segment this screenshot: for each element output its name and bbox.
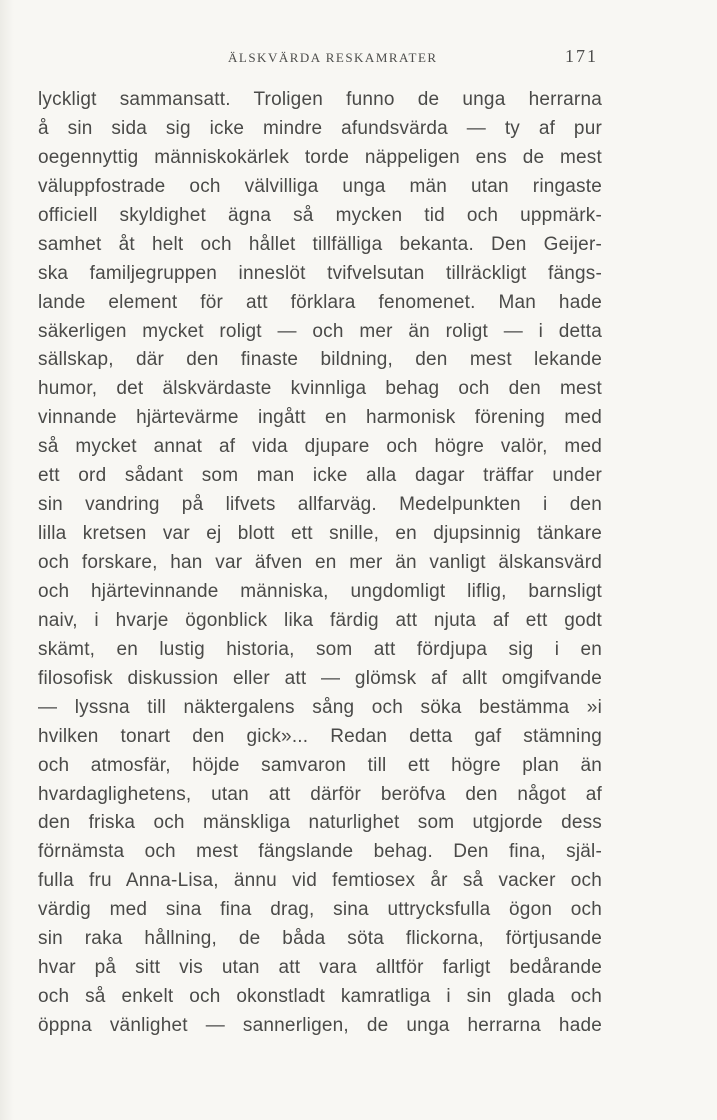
- text-line: naiv, i hvarje ögonblick lika färdig att njuta af ett godt: [38, 609, 602, 631]
- text-line: hvardaglighetens, utan att därför beröfva den något af: [38, 783, 602, 805]
- text-line: hvilken tonart den gick»... Redan detta gaf stämning: [38, 725, 602, 747]
- text-line: oegennyttig människokärlek torde näppeligen ens de mest: [38, 146, 602, 168]
- text-line: å sin sida sig icke mindre afundsvärda — ty af pur: [38, 117, 602, 139]
- text-line: filosofisk diskussion eller att — glömsk af allt omgifvande: [38, 667, 602, 689]
- text-line: och hjärtevinnande människa, ungdomligt liflig, barnsligt: [38, 580, 602, 602]
- text-line: lande element för att förklara fenomenet. Man hade: [38, 291, 602, 313]
- text-line: så mycket annat af vida djupare och högre valör, med: [38, 436, 602, 458]
- text-line: vinnande hjärtevärme ingått en harmonisk förening med: [38, 407, 602, 429]
- text-line: lyckligt sammansatt. Troligen funno de unga herrarna: [38, 89, 602, 110]
- page-number: 171: [565, 46, 598, 66]
- text-line: fulla fru Anna-Lisa, ännu vid femtiosex år så vacker och: [38, 870, 602, 892]
- text-line: den friska och mänskliga naturlighet som utgjorde dess: [38, 812, 602, 834]
- text-line: öppna vänlighet — sannerligen, de unga herrarna hade: [38, 1015, 602, 1036]
- text-line: lilla kretsen var ej blott ett snille, en djupsinnig tänkare: [38, 523, 602, 545]
- text-line: och atmosfär, höjde samvaron till ett högre plan än: [38, 754, 602, 776]
- text-line: sin raka hållning, de båda söta flickorna, förtjusande: [38, 928, 602, 950]
- text-line: och forskare, han var äfven en mer än vanligt älskansvärd: [38, 552, 602, 573]
- text-line: ett ord sådant som man icke alla dagar träffar under: [38, 465, 602, 487]
- text-line: skämt, en lustig historia, som att fördjupa sig i en: [38, 638, 602, 660]
- text-line: värdig med sina fina drag, sina uttrycksfulla ögon och: [38, 899, 602, 921]
- text-line: och så enkelt och okonstladt kamratliga i sin glada och: [38, 986, 602, 1008]
- running-head: [38, 46, 598, 70]
- text-line: — lyssna till näktergalens sång och söka bestämma »i: [38, 696, 602, 718]
- text-line: officiell skyldighet ägna så mycken tid och uppmärk-: [38, 204, 602, 226]
- text-line: humor, det älskvärdaste kvinnliga behag och den mest: [38, 378, 602, 400]
- text-line: säkerligen mycket roligt — och mer än roligt — i detta: [38, 320, 602, 342]
- text-line: sällskap, där den finaste bildning, den mest lekande: [38, 349, 602, 371]
- text-line: förnämsta och mest fängslande behag. Den fina, själ-: [38, 841, 602, 863]
- running-title: ÄLSKVÄRDA RESKAMRATER: [228, 50, 438, 65]
- text-line: samhet åt helt och hållet tillfälliga bekanta. Den Geijer-: [38, 233, 602, 255]
- text-line: väluppfostrade och välvilliga unga män utan ringaste: [38, 175, 602, 197]
- body-text: [38, 86, 602, 1041]
- text-line: ska familjegruppen inneslöt tvifvelsutan tillräckligt fängs-: [38, 262, 602, 284]
- text-line: hvar på sitt vis utan att vara alltför farligt bedårande: [38, 957, 602, 979]
- page-gutter-shadow: [0, 0, 14, 1120]
- text-line: sin vandring på lifvets allfarväg. Medelpunkten i den: [38, 494, 602, 516]
